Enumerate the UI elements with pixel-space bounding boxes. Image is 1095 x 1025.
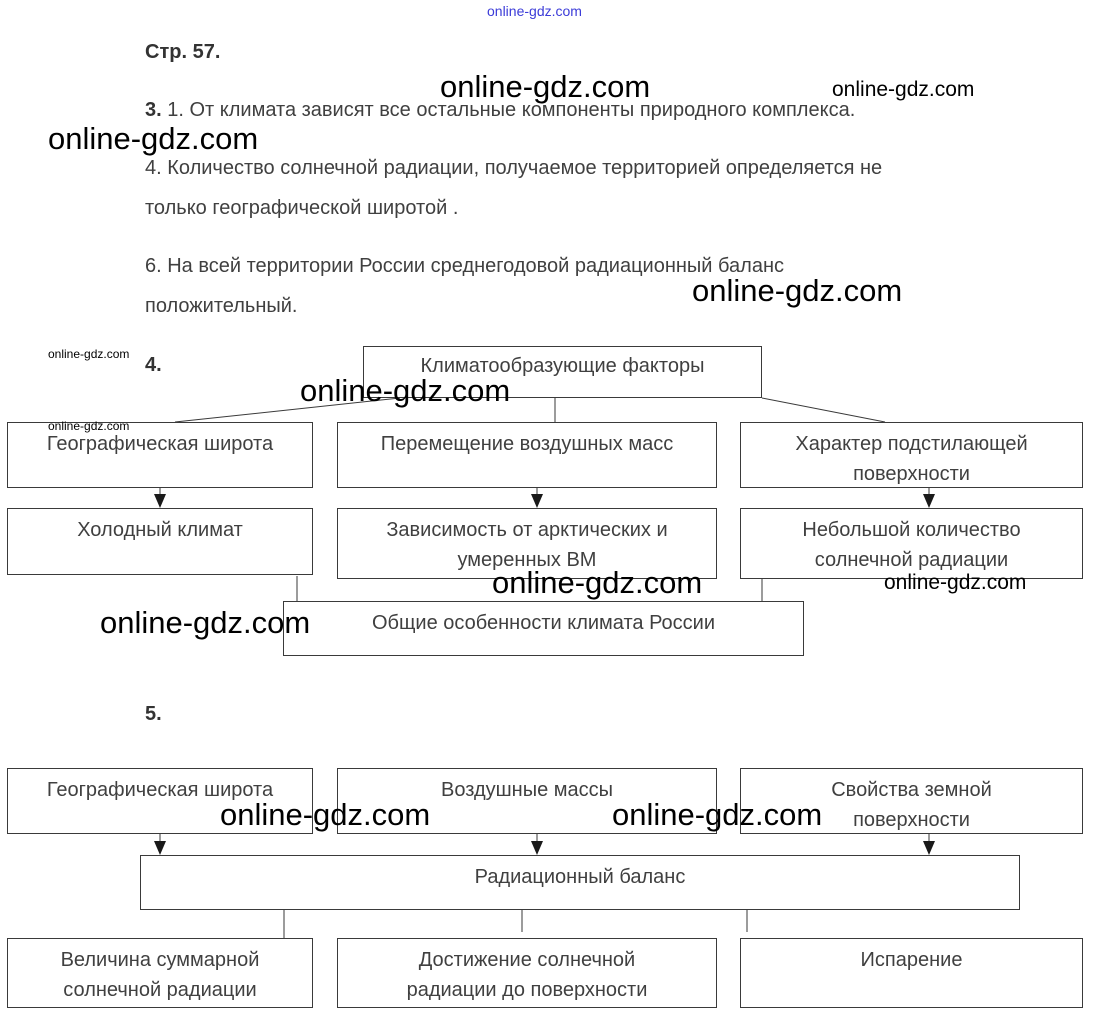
effect-box-2-line-2: умеренных ВМ xyxy=(457,549,597,571)
factor-label-1: Географическая широта xyxy=(46,433,274,455)
page-number: Стр. 57. xyxy=(145,41,221,63)
radiation-balance-label: Радиационный баланс xyxy=(474,866,686,888)
rad-effect-box-1-line-2: солнечной радиации xyxy=(63,979,257,1001)
watermark: online-gdz.com xyxy=(48,347,130,361)
watermark: online-gdz.com xyxy=(100,605,311,640)
rad-effect-box-2-line-1: Достижение солнечной xyxy=(418,949,636,971)
answer-6-line-2: положительный. xyxy=(145,295,298,317)
answer-3-text: 1. От климата зависят все остальные компоненты природного комплекса. xyxy=(167,99,856,121)
answer-3-number: 3. xyxy=(145,99,162,121)
rad-effect-box-3 xyxy=(740,938,1083,1008)
watermark: online-gdz.com xyxy=(692,273,903,308)
watermark: online-gdz.com xyxy=(48,121,259,156)
rad-effect-box-1-line-1: Величина суммарной xyxy=(60,949,260,971)
watermark: online-gdz.com xyxy=(48,419,130,433)
watermark: online-gdz.com xyxy=(612,797,823,832)
rad-effect-label-3: Испарение xyxy=(860,949,963,971)
effect-box-3-line-2: солнечной радиации xyxy=(814,549,1009,571)
radiation-balance-box xyxy=(140,855,1020,910)
rad-factor-box-3-line-2: поверхности xyxy=(853,809,970,831)
factor-box-3 xyxy=(740,422,1083,488)
site-watermark-top: online-gdz.com xyxy=(487,3,582,19)
rad-effect-box-2-line-2: радиации до поверхности xyxy=(406,979,648,1001)
diagram-4-number: 4. xyxy=(145,354,162,376)
effect-box-2-line-1: Зависимость от арктических и xyxy=(386,519,668,541)
russia-climate-label: Общие особенности климата России xyxy=(371,612,716,634)
answer-4-line-2: только географической широтой . xyxy=(145,197,459,219)
watermark: online-gdz.com xyxy=(440,69,651,104)
factor-box-3-line-1: Характер подстилающей xyxy=(795,433,1028,455)
watermark: online-gdz.com xyxy=(492,565,703,600)
diagram-5-number: 5. xyxy=(145,703,162,725)
rad-effect-box-2 xyxy=(337,938,717,1008)
rad-factor-label-1: Географическая широта xyxy=(46,779,274,801)
factor-box-3-line-2: поверхности xyxy=(853,463,970,485)
watermark: online-gdz.com xyxy=(884,571,1027,594)
climate-factors-label: Климатообразующие факторы xyxy=(420,355,705,377)
rad-factor-label-2: Воздушные массы xyxy=(440,779,614,801)
effect-label-1: Холодный климат xyxy=(77,519,243,541)
russia-climate-box xyxy=(283,601,804,656)
effect-box-3-line-1: Небольшой количество xyxy=(802,519,1021,541)
watermark: online-gdz.com xyxy=(832,78,975,101)
rad-effect-box-1 xyxy=(7,938,313,1008)
answer-6-line-1: 6. На всей территории России среднегодовой радиационный баланс xyxy=(145,255,784,277)
rad-factor-box-3-line-1: Свойства земной xyxy=(831,779,992,801)
effect-box-3 xyxy=(740,508,1083,579)
watermark: online-gdz.com xyxy=(220,797,431,832)
answer-4-line-1: 4. Количество солнечной радиации, получаемое территорией определяется не xyxy=(145,157,883,179)
effect-box-1 xyxy=(7,508,313,575)
factor-box-2 xyxy=(337,422,717,488)
factor-label-2: Перемещение воздушных масс xyxy=(380,433,674,455)
watermark: online-gdz.com xyxy=(300,373,511,408)
